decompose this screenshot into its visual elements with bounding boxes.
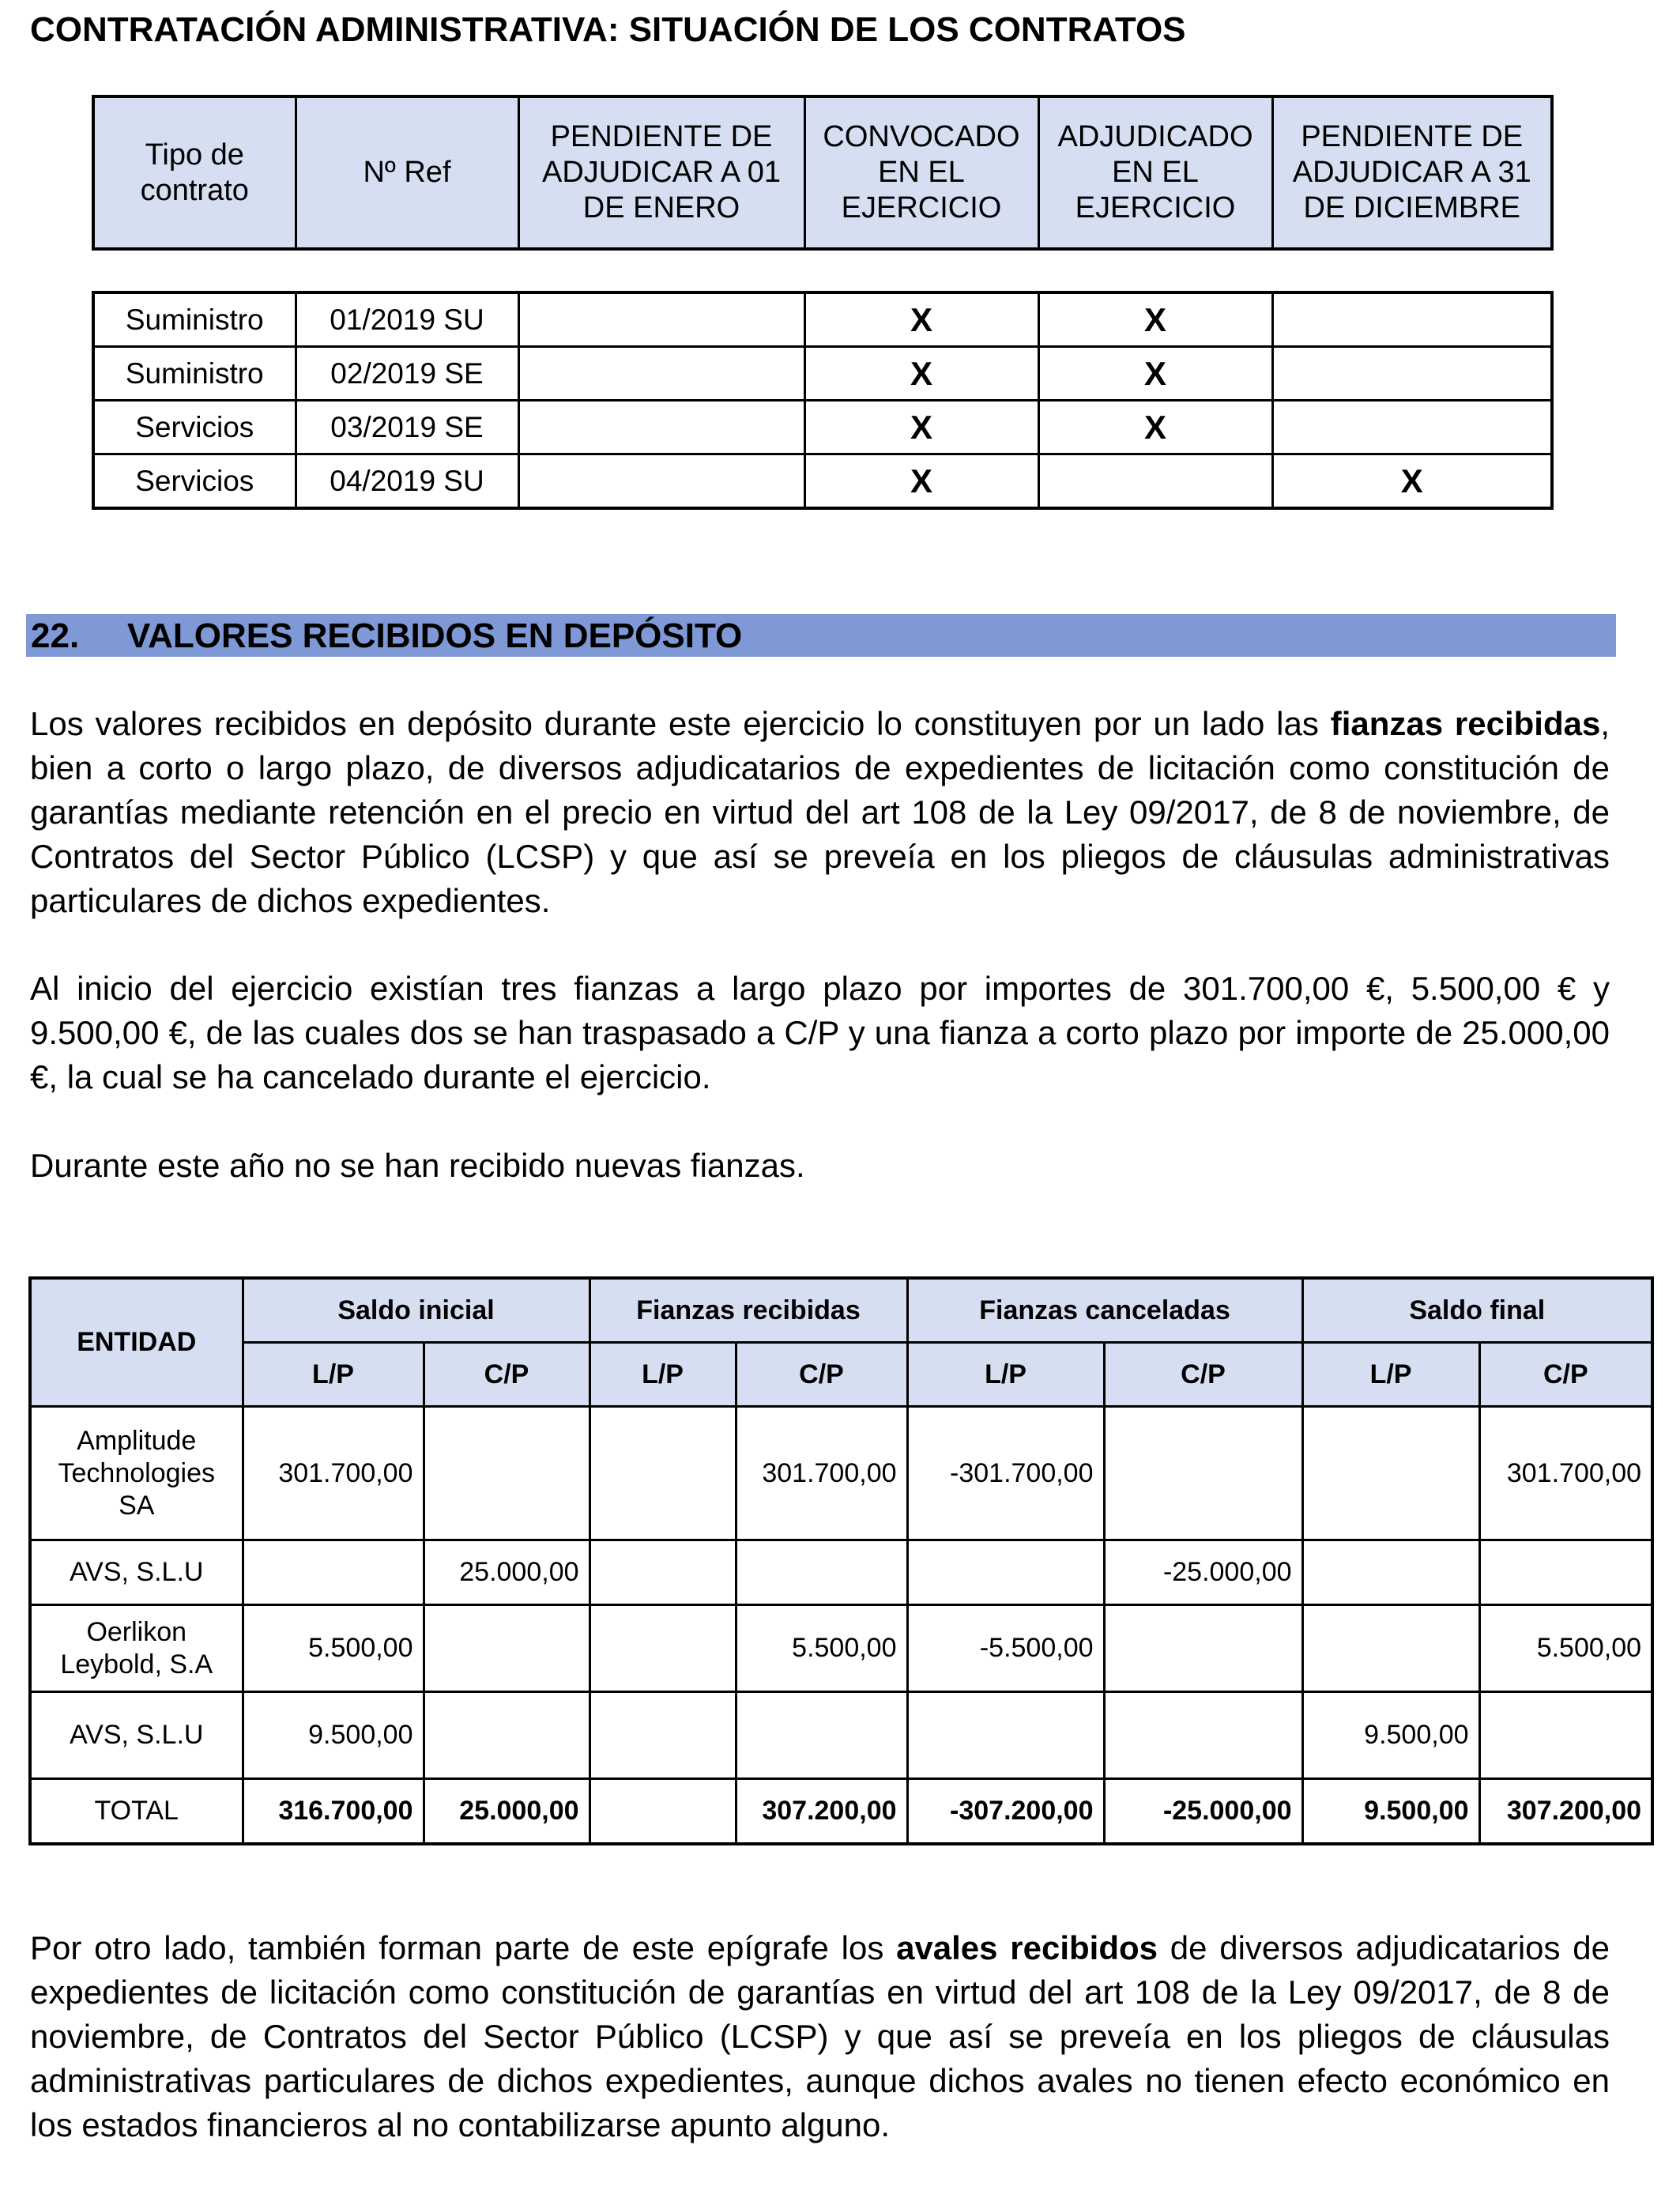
contract-ref: 04/2019 SU [296, 454, 518, 509]
value-cell [1104, 1692, 1302, 1779]
header-numero-ref: Nº Ref [296, 96, 518, 249]
pendiente-diciembre-mark [1272, 292, 1552, 347]
table-row [30, 1407, 1652, 1540]
total-value: 9.500,00 [1302, 1779, 1479, 1845]
value-cell [1104, 1605, 1302, 1692]
group-header-saldo-inicial: Saldo inicial [243, 1278, 590, 1343]
value-cell [1479, 1692, 1652, 1779]
sub-header-cp: C/P [1104, 1343, 1302, 1407]
total-value: -25.000,00 [1104, 1779, 1302, 1845]
total-value: -307.200,00 [907, 1779, 1104, 1845]
group-header-fianzas-canceladas: Fianzas canceladas [907, 1278, 1302, 1343]
value-cell: -25.000,00 [1104, 1540, 1302, 1605]
total-value: 307.200,00 [736, 1779, 907, 1845]
paragraph-fianzas-text-1: Los valores recibidos en depósito durante este ejercicio lo constituyen por un lado las [30, 705, 1331, 742]
paragraph-fianzas-text-2: , bien a corto o largo plazo, de diversos adjudicatarios de expedientes de licitación como constitución de garantías mediante retención en el precio en virtud del art 108 de la Ley 09/2017, de 8 de noviembre, de Contratos del Sector Público (LCSP) y que así se preveía en los pliegos de cláusulas administrativas particulares de dichos expedientes. [30, 705, 1610, 919]
header-convocado: CONVOCADO EN EL EJERCICIO [804, 96, 1038, 249]
table-row [30, 1540, 1652, 1605]
entity-header: ENTIDAD [30, 1278, 243, 1407]
paragraph-nuevas-fianzas: Durante este año no se han recibido nuevas fianzas. [30, 1147, 805, 1184]
value-cell [590, 1605, 736, 1692]
value-cell [1479, 1540, 1652, 1605]
contracts-table [92, 291, 1554, 510]
contract-type: Servicios [93, 454, 296, 509]
pendiente-diciembre-mark [1272, 347, 1552, 401]
paragraph-avales-text-1: Por otro lado, también forman parte de este epígrafe los [30, 1929, 897, 1966]
header-adjudicado: ADJUDICADO EN EL EJERCICIO [1038, 96, 1272, 249]
value-cell: 5.500,00 [1479, 1605, 1652, 1692]
table-row [30, 1605, 1652, 1692]
pendiente-enero-mark [518, 401, 804, 454]
value-cell: 25.000,00 [424, 1540, 590, 1605]
contract-type: Suministro [93, 347, 296, 401]
convocado-mark: X [804, 454, 1038, 509]
paragraph-fianzas [30, 702, 1610, 923]
value-cell [907, 1540, 1104, 1605]
header-pendiente-diciembre: PENDIENTE DE ADJUDICAR A 31 DE DICIEMBRE [1272, 96, 1552, 249]
contract-ref: 03/2019 SE [296, 401, 518, 454]
total-value: 307.200,00 [1479, 1779, 1652, 1845]
paragraph-fianzas-bold: fianzas recibidas [1330, 705, 1601, 742]
table-row [93, 401, 1552, 454]
value-cell: 5.500,00 [243, 1605, 424, 1692]
table-row [30, 1692, 1652, 1779]
contract-type: Suministro [93, 292, 296, 347]
adjudicado-mark: X [1038, 292, 1272, 347]
total-value: 316.700,00 [243, 1779, 424, 1845]
adjudicado-mark: X [1038, 401, 1272, 454]
entity-cell: Amplitude Technologies SA [30, 1407, 243, 1540]
group-header-saldo-final: Saldo final [1302, 1278, 1652, 1343]
value-cell: 301.700,00 [1479, 1407, 1652, 1540]
value-cell: 5.500,00 [736, 1605, 907, 1692]
paragraph-avales [30, 1926, 1610, 2147]
sub-header-cp: C/P [736, 1343, 907, 1407]
value-cell [424, 1407, 590, 1540]
deposits-table [28, 1276, 1654, 1845]
convocado-mark: X [804, 401, 1038, 454]
value-cell: -5.500,00 [907, 1605, 1104, 1692]
paragraph-avales-text-2: de diversos adjudicatarios de expedientes de licitación como constitución de garantías en virtud del art 108 de la Ley 09/2017, de 8 de noviembre, de Contratos del Sector Público (LCSP) y que así se preveía en los pliegos de cláusulas administrativas particulares de dichos expedientes, aunque dichos avales no tienen efecto económico en los estados financieros al no contabilizarse apunto alguno. [30, 1929, 1610, 2143]
paragraph-inicio-ejercicio: Al inicio del ejercicio existían tres fianzas a largo plazo por importes de 301.700,00 €, 5.500,00 € y 9.500,00 €, de las cuales dos se han traspasado a C/P y una fianza a corto plazo por importe de 25.000,00 €, la cual se ha cancelado durante el ejercicio. [30, 970, 1610, 1095]
total-value: 25.000,00 [424, 1779, 590, 1845]
sub-header-lp: L/P [243, 1343, 424, 1407]
adjudicado-mark [1038, 454, 1272, 509]
value-cell [907, 1692, 1104, 1779]
group-header-fianzas-recibidas: Fianzas recibidas [590, 1278, 907, 1343]
total-row [30, 1779, 1652, 1845]
value-cell [590, 1692, 736, 1779]
value-cell [1302, 1605, 1479, 1692]
sub-header-lp: L/P [907, 1343, 1104, 1407]
contract-type: Servicios [93, 401, 296, 454]
page-title: CONTRATACIÓN ADMINISTRATIVA: SITUACIÓN DE LOS CONTRATOS [30, 10, 1186, 49]
section-number: 22. [31, 616, 80, 655]
pendiente-enero-mark [518, 454, 804, 509]
paragraph-avales-bold: avales recibidos [896, 1929, 1158, 1966]
header-tipo-contrato: Tipo de contrato [93, 96, 296, 249]
convocado-mark: X [804, 347, 1038, 401]
sub-header-lp: L/P [590, 1343, 736, 1407]
table-row [93, 454, 1552, 509]
table-row [93, 292, 1552, 347]
value-cell: 9.500,00 [1302, 1692, 1479, 1779]
entity-cell: Oerlikon Leybold, S.A [30, 1605, 243, 1692]
pendiente-enero-mark [518, 347, 804, 401]
contract-ref: 02/2019 SE [296, 347, 518, 401]
pendiente-diciembre-mark: X [1272, 454, 1552, 509]
sub-header-cp: C/P [424, 1343, 590, 1407]
value-cell [736, 1540, 907, 1605]
value-cell: 301.700,00 [243, 1407, 424, 1540]
entity-cell: AVS, S.L.U [30, 1692, 243, 1779]
value-cell [590, 1407, 736, 1540]
section-title: VALORES RECIBIDOS EN DEPÓSITO [127, 616, 743, 655]
section-heading [26, 614, 1616, 657]
value-cell [424, 1692, 590, 1779]
pendiente-diciembre-mark [1272, 401, 1552, 454]
value-cell [243, 1540, 424, 1605]
value-cell [736, 1692, 907, 1779]
value-cell: 301.700,00 [736, 1407, 907, 1540]
contracts-header-table [92, 95, 1554, 251]
sub-header-cp: C/P [1479, 1343, 1652, 1407]
total-label: TOTAL [30, 1779, 243, 1845]
header-pendiente-enero: PENDIENTE DE ADJUDICAR A 01 DE ENERO [518, 96, 804, 249]
total-value [590, 1779, 736, 1845]
value-cell [1302, 1540, 1479, 1605]
sub-header-lp: L/P [1302, 1343, 1479, 1407]
value-cell [1302, 1407, 1479, 1540]
value-cell [424, 1605, 590, 1692]
pendiente-enero-mark [518, 292, 804, 347]
table-row [93, 347, 1552, 401]
convocado-mark: X [804, 292, 1038, 347]
entity-cell: AVS, S.L.U [30, 1540, 243, 1605]
value-cell: -301.700,00 [907, 1407, 1104, 1540]
adjudicado-mark: X [1038, 347, 1272, 401]
value-cell: 9.500,00 [243, 1692, 424, 1779]
value-cell [590, 1540, 736, 1605]
contract-ref: 01/2019 SU [296, 292, 518, 347]
value-cell [1104, 1407, 1302, 1540]
